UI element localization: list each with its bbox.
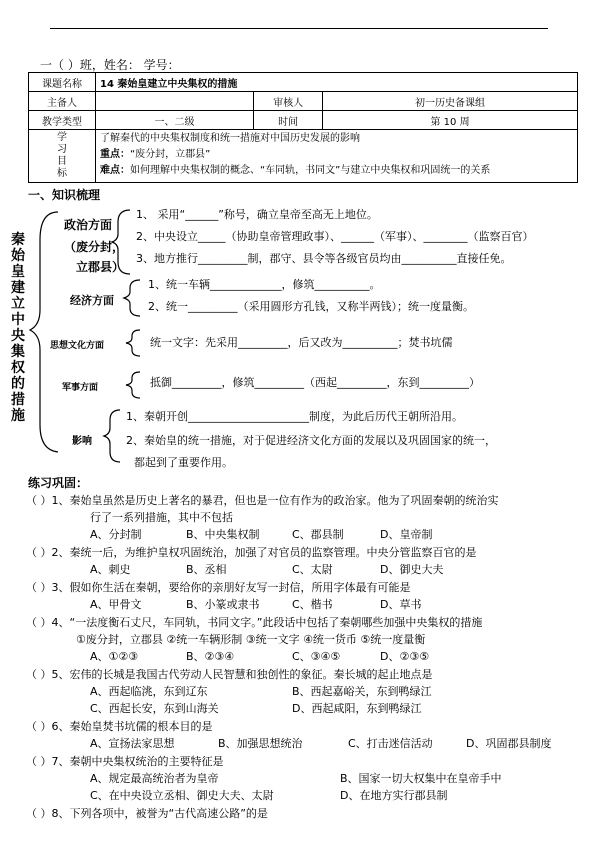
root-brace <box>30 212 58 452</box>
political-sub2: 立郡县） <box>76 260 125 274</box>
question-1-stem: （ ）1、秦始皇虽然是历史上著名的暴君，但也是一位有作为的政治家。他为了巩固秦朝的统治实 <box>26 494 499 507</box>
culture-label: 思想文化方面 <box>50 341 105 351</box>
impact-item-2: 2、秦始皇的统一措施，对于促进经济文化方面的发展以及巩固国家的统一， <box>126 434 496 447</box>
q4-option-b: B、②③④ <box>186 650 235 663</box>
economic-brace <box>124 280 140 316</box>
lesson-title: 14 秦始皇建立中央集权的措施 <box>96 73 578 92</box>
q5-option-b: B、西起嘉峪关，东到鸭绿江 <box>292 685 432 698</box>
economic-item-1: 1、统一车辆_____________，修筑__________。 <box>148 278 381 291</box>
impact-item-3: 都起到了重要作用。 <box>134 456 233 469</box>
section-knowledge-title: 一、知识梳理 <box>28 188 101 202</box>
q3-option-c: C、楷书 <box>292 598 333 611</box>
key-point: 重点：“废分封，立郡县” <box>100 149 211 160</box>
time-value: 第 10 周 <box>323 111 578 130</box>
root-topic: 秦始皇建立中央集权的措施 <box>11 232 25 424</box>
question-7-stem: （ ）7、秦朝中央集权统治的主要特征是 <box>26 755 224 768</box>
q4-option-c: C、③④⑤ <box>292 650 341 663</box>
student-info-line: 一（ ）班，姓名： 学号： <box>40 58 180 72</box>
question-6-stem: （ ）6、秦始皇焚书坑儒的根本目的是 <box>26 720 213 733</box>
military-label: 军事方面 <box>62 383 99 393</box>
economic-item-2: 2、统一_________（采用圆形方孔钱，又称半两钱）；统一度量衡。 <box>148 300 474 313</box>
time-label: 时间 <box>254 111 323 130</box>
q6-option-d: D、巩固郡县制度 <box>466 737 552 750</box>
political-label: 政治方面 <box>64 218 113 232</box>
q5-option-c: C、西起长安，东到山海关 <box>90 702 219 715</box>
q6-option-b: B、加强思想统治 <box>218 737 303 750</box>
question-5-stem: （ ）5、宏伟的长城是我国古代劳动人民智慧和独创性的象征。秦长城的起止地点是 <box>26 668 433 681</box>
type-label: 教学类型 <box>29 111 96 130</box>
q1-option-c: C、郡县制 <box>292 528 344 541</box>
question-2-stem: （ ）2、秦统一后，为维护皇权巩固统治，加强了对官员的监察管理。中央分管监察百官的是 <box>26 546 477 559</box>
difficult-point: 难点：如何理解中央集权制的概念、“车同轨，书同文”与建立中央集权和巩固统一的关系 <box>100 165 491 176</box>
question-1-stem2: 行了一系列措施，其中不包括 <box>90 511 233 524</box>
political-item-3: 3、地方推行_________制，郡守、县令等各级官员均由__________直接任免。 <box>136 252 512 265</box>
culture-item: 统一文字：先采用_________，后又改为__________；焚书坑儒 <box>150 336 453 349</box>
question-8-stem: （ ）8、下列各项中，被誉为“古代高速公路”的是 <box>26 807 268 820</box>
q3-option-a: A、甲骨文 <box>90 598 142 611</box>
reviewer-label: 审核人 <box>254 92 323 111</box>
q2-option-c: C、太尉 <box>292 563 333 576</box>
q3-option-d: D、草书 <box>380 598 422 611</box>
q4-option-d: D、②③⑤ <box>380 650 430 663</box>
political-item-2: 2、中央设立_____（协助皇帝管理政事）、______（军事）、________（监察百官） <box>136 230 534 243</box>
goal-line: 了解秦代的中央集权制度和统一措施对中国历史发展的影响 <box>100 133 360 144</box>
q4-option-a: A、①②③ <box>90 650 139 663</box>
military-item: 抵御_________，修筑_________（西起_________，东到_________） <box>150 376 480 389</box>
q7-option-d: D、在地方实行郡县制 <box>340 789 448 802</box>
culture-brace <box>126 330 140 356</box>
q6-option-c: C、打击迷信活动 <box>348 737 433 750</box>
military-brace <box>126 372 140 398</box>
q2-option-b: B、丞相 <box>186 563 227 576</box>
q7-option-c: C、在中央设立丞相、御史大夫、太尉 <box>90 789 274 802</box>
q1-option-b: B、中央集权制 <box>186 528 260 541</box>
practice-title: 练习巩固： <box>28 476 89 490</box>
q6-option-a: A、宣扬法家思想 <box>90 737 175 750</box>
q7-option-a: A、规定最高统治者为皇帝 <box>90 772 219 785</box>
q7-option-b: B、国家一切大权集中在皇帝手中 <box>340 772 502 785</box>
q2-option-d: D、御史大夫 <box>380 563 444 576</box>
economic-label: 经济方面 <box>70 294 114 307</box>
q3-option-b: B、小篆或隶书 <box>186 598 260 611</box>
political-item-1: 1、 采用“______”称号，确立皇帝至高无上地位。 <box>136 208 378 221</box>
goal-label: 学习目标 <box>57 132 67 179</box>
impact-brace <box>104 410 120 462</box>
q1-option-a: A、分封制 <box>90 528 142 541</box>
question-4-stem: （ ）4、“一法度衡石丈尺，车同轨，书同文字。”此段话中包括了秦朝哪些加强中央集权的措施 <box>26 616 483 629</box>
q5-option-a: A、西起临洮，东到辽东 <box>90 685 208 698</box>
preparer-label: 主备人 <box>29 92 96 111</box>
impact-item-1: 1、秦朝开创______________________制度，为此后历代王朝所沿用。 <box>126 410 463 423</box>
type-value: 一、二级 <box>96 111 254 130</box>
impact-label: 影响 <box>72 436 92 447</box>
title-label: 课题名称 <box>29 73 96 92</box>
question-3-stem: （ ）3、假如你生活在秦朝，要给你的亲朋好友写一封信，所用字体最有可能是 <box>26 581 411 594</box>
q5-option-d: D、西起咸阳，东到鸭绿江 <box>292 702 422 715</box>
question-4-stem2: ①废分封，立郡县 ②统一车辆形制 ③统一文字 ④统一货币 ⑤统一度量衡 <box>76 633 426 646</box>
q2-option-a: A、刺史 <box>90 563 131 576</box>
political-sub1: （废分封， <box>64 240 125 254</box>
reviewer-value: 初一历史备课组 <box>323 92 578 111</box>
q1-option-d: D、皇帝制 <box>380 528 433 541</box>
